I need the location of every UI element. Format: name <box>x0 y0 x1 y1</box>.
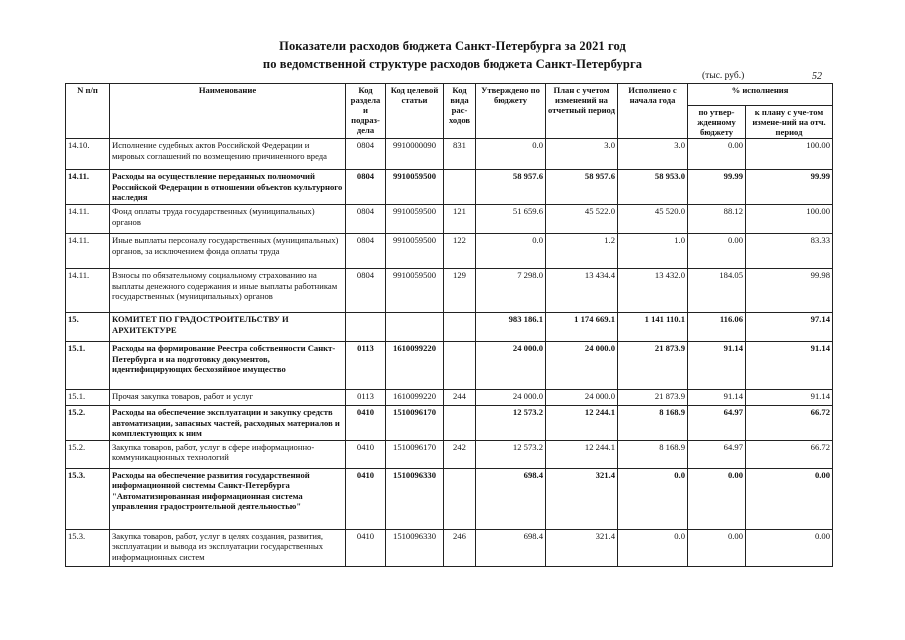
row-target-code: 1610099220 <box>386 342 444 390</box>
row-percent-plan: 66.72 <box>746 406 833 441</box>
row-approved: 12 573.2 <box>476 406 546 441</box>
row-name: Прочая закупка товаров, работ и услуг <box>110 390 346 406</box>
col-header-percent-budget: по утвер-жденному бюджету <box>688 106 746 139</box>
row-expense-type-code <box>444 313 476 342</box>
table-row <box>66 406 833 441</box>
table-row <box>66 269 833 313</box>
table-row <box>66 529 833 566</box>
row-percent-budget: 0.00 <box>688 234 746 269</box>
row-expense-type-code: 121 <box>444 205 476 234</box>
row-percent-plan: 0.00 <box>746 529 833 566</box>
row-approved: 7 298.0 <box>476 269 546 313</box>
row-approved: 51 659.6 <box>476 205 546 234</box>
row-name: КОМИТЕТ ПО ГРАДОСТРОИТЕЛЬСТВУ И АРХИТЕКТУРЕ <box>110 313 346 342</box>
row-plan: 13 434.4 <box>546 269 618 313</box>
row-percent-plan: 91.14 <box>746 342 833 390</box>
table-header <box>66 84 833 139</box>
row-target-code: 9910000090 <box>386 139 444 170</box>
row-target-code: 9910059500 <box>386 269 444 313</box>
row-expense-type-code: 244 <box>444 390 476 406</box>
col-header-plan: План с учетом изменений на отчетный период <box>546 84 618 139</box>
row-percent-budget: 64.97 <box>688 440 746 468</box>
row-number: 14.11. <box>66 269 110 313</box>
row-approved: 24 000.0 <box>476 342 546 390</box>
row-plan: 58 957.6 <box>546 170 618 205</box>
row-percent-plan: 0.00 <box>746 468 833 529</box>
row-plan: 12 244.1 <box>546 406 618 441</box>
row-section-code: 0804 <box>346 139 386 170</box>
row-name: Закупка товаров, работ, услуг в сфере информационно-коммуникационных технологий <box>110 440 346 468</box>
row-target-code: 1510096330 <box>386 529 444 566</box>
units-note: (тыс. руб.) <box>702 71 745 81</box>
row-percent-plan: 99.98 <box>746 269 833 313</box>
row-section-code: 0113 <box>346 390 386 406</box>
page-title: Показатели расходов бюджета Санкт-Петербурга за 2021 год <box>279 39 626 53</box>
row-name: Иные выплаты персоналу государственных (муниципальных) органов, за исключением фонда оплаты труда <box>110 234 346 269</box>
page-number: 52 <box>812 71 822 82</box>
table-row <box>66 170 833 205</box>
col-header-percent-group: % исполнения <box>688 84 833 106</box>
row-expense-type-code <box>444 170 476 205</box>
row-number: 15.1. <box>66 342 110 390</box>
row-executed: 1.0 <box>618 234 688 269</box>
row-expense-type-code: 246 <box>444 529 476 566</box>
col-header-expense-type-code: Код вида рас-ходов <box>444 84 476 139</box>
row-executed: 1 141 110.1 <box>618 313 688 342</box>
page-subtitle: по ведомственной структуре расходов бюджета Санкт-Петербурга <box>262 57 643 71</box>
row-expense-type-code: 831 <box>444 139 476 170</box>
row-executed: 0.0 <box>618 529 688 566</box>
row-target-code: 1510096170 <box>386 406 444 441</box>
row-percent-budget: 91.14 <box>688 390 746 406</box>
table-body <box>66 139 833 567</box>
row-plan: 321.4 <box>546 468 618 529</box>
row-executed: 21 873.9 <box>618 342 688 390</box>
row-percent-budget: 99.99 <box>688 170 746 205</box>
row-section-code: 0410 <box>346 529 386 566</box>
row-plan: 12 244.1 <box>546 440 618 468</box>
row-plan: 321.4 <box>546 529 618 566</box>
table-row <box>66 205 833 234</box>
row-percent-plan: 100.00 <box>746 205 833 234</box>
row-expense-type-code <box>444 468 476 529</box>
row-approved: 58 957.6 <box>476 170 546 205</box>
row-plan: 3.0 <box>546 139 618 170</box>
row-target-code: 1510096170 <box>386 440 444 468</box>
col-header-approved: Утверждено по бюджету <box>476 84 546 139</box>
row-plan: 1 174 669.1 <box>546 313 618 342</box>
col-header-name: Наименование <box>110 84 346 139</box>
budget-table <box>65 83 833 567</box>
row-percent-budget: 116.06 <box>688 313 746 342</box>
row-percent-plan: 83.33 <box>746 234 833 269</box>
row-name: Расходы на обеспечение эксплуатации и закупку средств автоматизации, запасных частей, расходных материалов и комплектующих к ним <box>110 406 346 441</box>
row-target-code: 1510096330 <box>386 468 444 529</box>
row-percent-plan: 100.00 <box>746 139 833 170</box>
row-name: Фонд оплаты труда государственных (муниципальных) органов <box>110 205 346 234</box>
row-executed: 3.0 <box>618 139 688 170</box>
row-section-code: 0804 <box>346 234 386 269</box>
row-name: Расходы на формирование Реестра собственности Санкт-Петербурга и на подготовку документов, идентифицирующих бесхозяйное имущество <box>110 342 346 390</box>
row-percent-plan: 91.14 <box>746 390 833 406</box>
row-number: 15. <box>66 313 110 342</box>
row-number: 14.11. <box>66 205 110 234</box>
row-target-code: 1610099220 <box>386 390 444 406</box>
row-percent-plan: 66.72 <box>746 440 833 468</box>
row-target-code: 9910059500 <box>386 205 444 234</box>
row-approved: 0.0 <box>476 139 546 170</box>
row-section-code: 0113 <box>346 342 386 390</box>
row-percent-budget: 0.00 <box>688 468 746 529</box>
row-percent-budget: 0.00 <box>688 529 746 566</box>
row-expense-type-code: 122 <box>444 234 476 269</box>
row-executed: 58 953.0 <box>618 170 688 205</box>
row-executed: 13 432.0 <box>618 269 688 313</box>
row-section-code: 0804 <box>346 170 386 205</box>
row-name: Взносы по обязательному социальному страхованию на выплаты денежного содержания и иные выплаты работникам государственных (муниципальных) органов <box>110 269 346 313</box>
col-header-target-code: Код целевой статьи <box>386 84 444 139</box>
row-number: 15.2. <box>66 406 110 441</box>
row-plan: 45 522.0 <box>546 205 618 234</box>
col-header-section-code: Код раздела и подраз-дела <box>346 84 386 139</box>
table-row <box>66 468 833 529</box>
row-plan: 1.2 <box>546 234 618 269</box>
row-executed: 0.0 <box>618 468 688 529</box>
row-expense-type-code <box>444 406 476 441</box>
col-header-executed: Исполнено с начала года <box>618 84 688 139</box>
row-approved: 698.4 <box>476 529 546 566</box>
row-section-code <box>346 313 386 342</box>
row-executed: 21 873.9 <box>618 390 688 406</box>
row-section-code: 0410 <box>346 440 386 468</box>
col-header-num: N п/п <box>66 84 110 139</box>
row-approved: 698.4 <box>476 468 546 529</box>
row-number: 14.11. <box>66 170 110 205</box>
row-percent-plan: 97.14 <box>746 313 833 342</box>
row-target-code: 9910059500 <box>386 234 444 269</box>
row-plan: 24 000.0 <box>546 342 618 390</box>
row-number: 15.3. <box>66 529 110 566</box>
table-row <box>66 234 833 269</box>
row-approved: 24 000.0 <box>476 390 546 406</box>
row-target-code: 9910059500 <box>386 170 444 205</box>
row-name: Расходы на осуществление переданных полномочий Российской Федерации в отношении объектов культурного наследия <box>110 170 346 205</box>
col-header-percent-plan: к плану с уче-том измене-ний на отч. период <box>746 106 833 139</box>
row-approved: 0.0 <box>476 234 546 269</box>
row-percent-budget: 184.05 <box>688 269 746 313</box>
row-section-code: 0410 <box>346 406 386 441</box>
table-row <box>66 313 833 342</box>
row-number: 14.10. <box>66 139 110 170</box>
row-section-code: 0410 <box>346 468 386 529</box>
row-executed: 45 520.0 <box>618 205 688 234</box>
table-row <box>66 139 833 170</box>
table-row <box>66 390 833 406</box>
row-number: 14.11. <box>66 234 110 269</box>
table-row <box>66 440 833 468</box>
row-name: Исполнение судебных актов Российской Федерации и мировых соглашений по возмещению причиненного вреда <box>110 139 346 170</box>
table-row <box>66 342 833 390</box>
row-executed: 8 168.9 <box>618 440 688 468</box>
row-executed: 8 168.9 <box>618 406 688 441</box>
row-percent-plan: 99.99 <box>746 170 833 205</box>
row-name: Расходы на обеспечение развития государственной информационной системы Санкт-Петербурга "Автоматизированная информационная система управления градостроительной деятельностью" <box>110 468 346 529</box>
row-expense-type-code: 129 <box>444 269 476 313</box>
row-number: 15.3. <box>66 468 110 529</box>
row-percent-budget: 88.12 <box>688 205 746 234</box>
row-expense-type-code: 242 <box>444 440 476 468</box>
row-number: 15.2. <box>66 440 110 468</box>
row-approved: 983 186.1 <box>476 313 546 342</box>
row-expense-type-code <box>444 342 476 390</box>
row-plan: 24 000.0 <box>546 390 618 406</box>
row-percent-budget: 91.14 <box>688 342 746 390</box>
row-target-code <box>386 313 444 342</box>
row-percent-budget: 0.00 <box>688 139 746 170</box>
row-section-code: 0804 <box>346 269 386 313</box>
row-approved: 12 573.2 <box>476 440 546 468</box>
row-name: Закупка товаров, работ, услуг в целях создания, развития, эксплуатации и вывода из эксплуатации государственных информационных систем <box>110 529 346 566</box>
row-percent-budget: 64.97 <box>688 406 746 441</box>
row-number: 15.1. <box>66 390 110 406</box>
row-section-code: 0804 <box>346 205 386 234</box>
